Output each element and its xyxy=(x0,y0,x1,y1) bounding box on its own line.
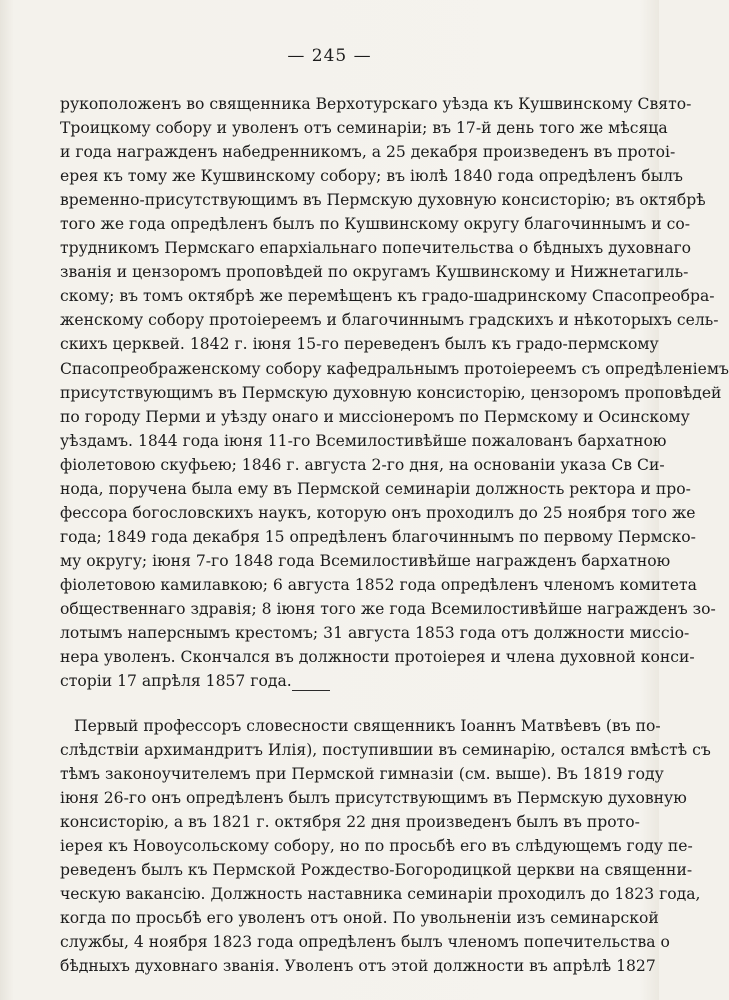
text-line: трудникомъ Пермскаго епархіальнаго попечительства о бѣдныхъ духовнаго xyxy=(60,239,692,258)
text-line: уѣздамъ. 1844 года іюня 11-го Всемилостивѣйше пожалованъ бархатною xyxy=(60,431,667,450)
text-line: іюня 26-го онъ опредѣленъ былъ присутствующимъ въ Пермскую духовную xyxy=(60,789,687,808)
text-line: ческую вакансію. Должность наставника семинаріи проходилъ до 1823 года, xyxy=(60,885,701,904)
page-number: — 245 — xyxy=(287,46,372,66)
text-line: скому; въ томъ октябрѣ же перемѣщенъ къ градо-шадринскому Спасопреобра- xyxy=(60,287,715,306)
paragraph-1 xyxy=(60,92,729,693)
text-line: му округу; іюня 7-го 1848 года Всемилостивѣйше награжденъ бархатною xyxy=(60,551,671,570)
text-line: года; 1849 года декабря 15 опредѣленъ благочиннымъ по первому Пермско- xyxy=(60,527,696,546)
text-line: фіолетовою скуфьею; 1846 г. августа 2-го дня, на основаніи указа Св Си- xyxy=(60,455,665,474)
text-line: нера уволенъ. Скончался въ должности протоіерея и члена духовной конси- xyxy=(60,648,695,667)
text-line: консисторію, а въ 1821 г. октября 22 дня произведенъ былъ въ прото- xyxy=(60,813,640,832)
text-line: ерея къ тому же Кушвинскому собору; въ іюлѣ 1840 года опредѣленъ былъ xyxy=(60,167,683,186)
text-line: Троицкому собору и уволенъ отъ семинаріи; въ 17-й день того же мѣсяца xyxy=(60,119,668,138)
text-line: сторіи 17 апрѣля 1857 года. xyxy=(60,672,292,691)
text-line: и года награжденъ набедренникомъ, а 25 декабря произведенъ въ протоі- xyxy=(60,143,676,162)
text-line: званія и цензоромъ проповѣдей по округамъ Кушвинскому и Нижнетагиль- xyxy=(60,263,689,282)
text-line: фіолетовою камилавкою; 6 августа 1852 года опредѣленъ членомъ комитета xyxy=(60,575,697,594)
text-line: службы, 4 ноября 1823 года опредѣленъ былъ членомъ попечительства о xyxy=(60,933,670,952)
text-line: общественнаго здравія; 8 іюня того же года Всемилостивѣйше награжденъ зо- xyxy=(60,599,716,618)
text-line: лотымъ наперснымъ крестомъ; 31 августа 1853 года отъ должности миссіо- xyxy=(60,624,690,643)
text-line: фессора богословскихъ наукъ, которую онъ проходилъ до 25 ноября того же xyxy=(60,503,696,522)
text-line: Первый профессоръ словесности священникъ Іоаннъ Матвѣевъ (въ по- xyxy=(74,717,661,735)
text-line: женскому собору протоіереемъ и благочиннымъ градскихъ и нѣкоторыхъ сель- xyxy=(60,311,719,330)
text-line: по городу Перми и уѣзду онаго и миссіонеромъ по Пермскому и Осинскому xyxy=(60,407,690,426)
text-line: іерея къ Новоусольскому собору, но по просьбѣ его въ слѣдующемъ году пе- xyxy=(60,837,693,856)
text-line: бѣдныхъ духовнаго званія. Уволенъ отъ этой должности въ апрѣлѣ 1827 xyxy=(60,957,656,976)
text-line: Спасопреображенскому собору кафедральнымъ протоіереемъ съ опредѣленіемъ xyxy=(60,359,729,378)
section-divider xyxy=(292,690,330,691)
text-line: когда по просьбѣ его уволенъ отъ оной. По увольненіи изъ семинарской xyxy=(60,909,659,928)
text-line: нода, поручена была ему въ Пермской семинаріи должность ректора и про- xyxy=(60,479,691,498)
paragraph-2 xyxy=(60,714,711,979)
text-line: скихъ церквей. 1842 г. іюня 15-го переведенъ былъ къ градо-пермскому xyxy=(60,335,659,354)
text-line: временно-присутствующимъ въ Пермскую духовную консисторію; въ октябрѣ xyxy=(60,191,706,210)
text-line: слѣдствіи архимандритъ Илія), поступившии въ семинарію, остался вмѣстѣ съ xyxy=(60,741,711,760)
text-line: рукоположенъ во священника Верхотурскаго уѣзда къ Кушвинскому Свято- xyxy=(60,95,692,113)
text-line: того же года опредѣленъ былъ по Кушвинскому округу благочиннымъ и со- xyxy=(60,215,691,234)
text-line: тѣмъ законоучителемъ при Пермской гимназіи (см. выше). Въ 1819 году xyxy=(60,765,664,784)
text-line: присутствующимъ въ Пермскую духовную консисторію, цензоромъ проповѣдей xyxy=(60,383,722,402)
text-line: реведенъ былъ къ Пермской Рождество-Богородицкой церкви на священни- xyxy=(60,861,693,880)
